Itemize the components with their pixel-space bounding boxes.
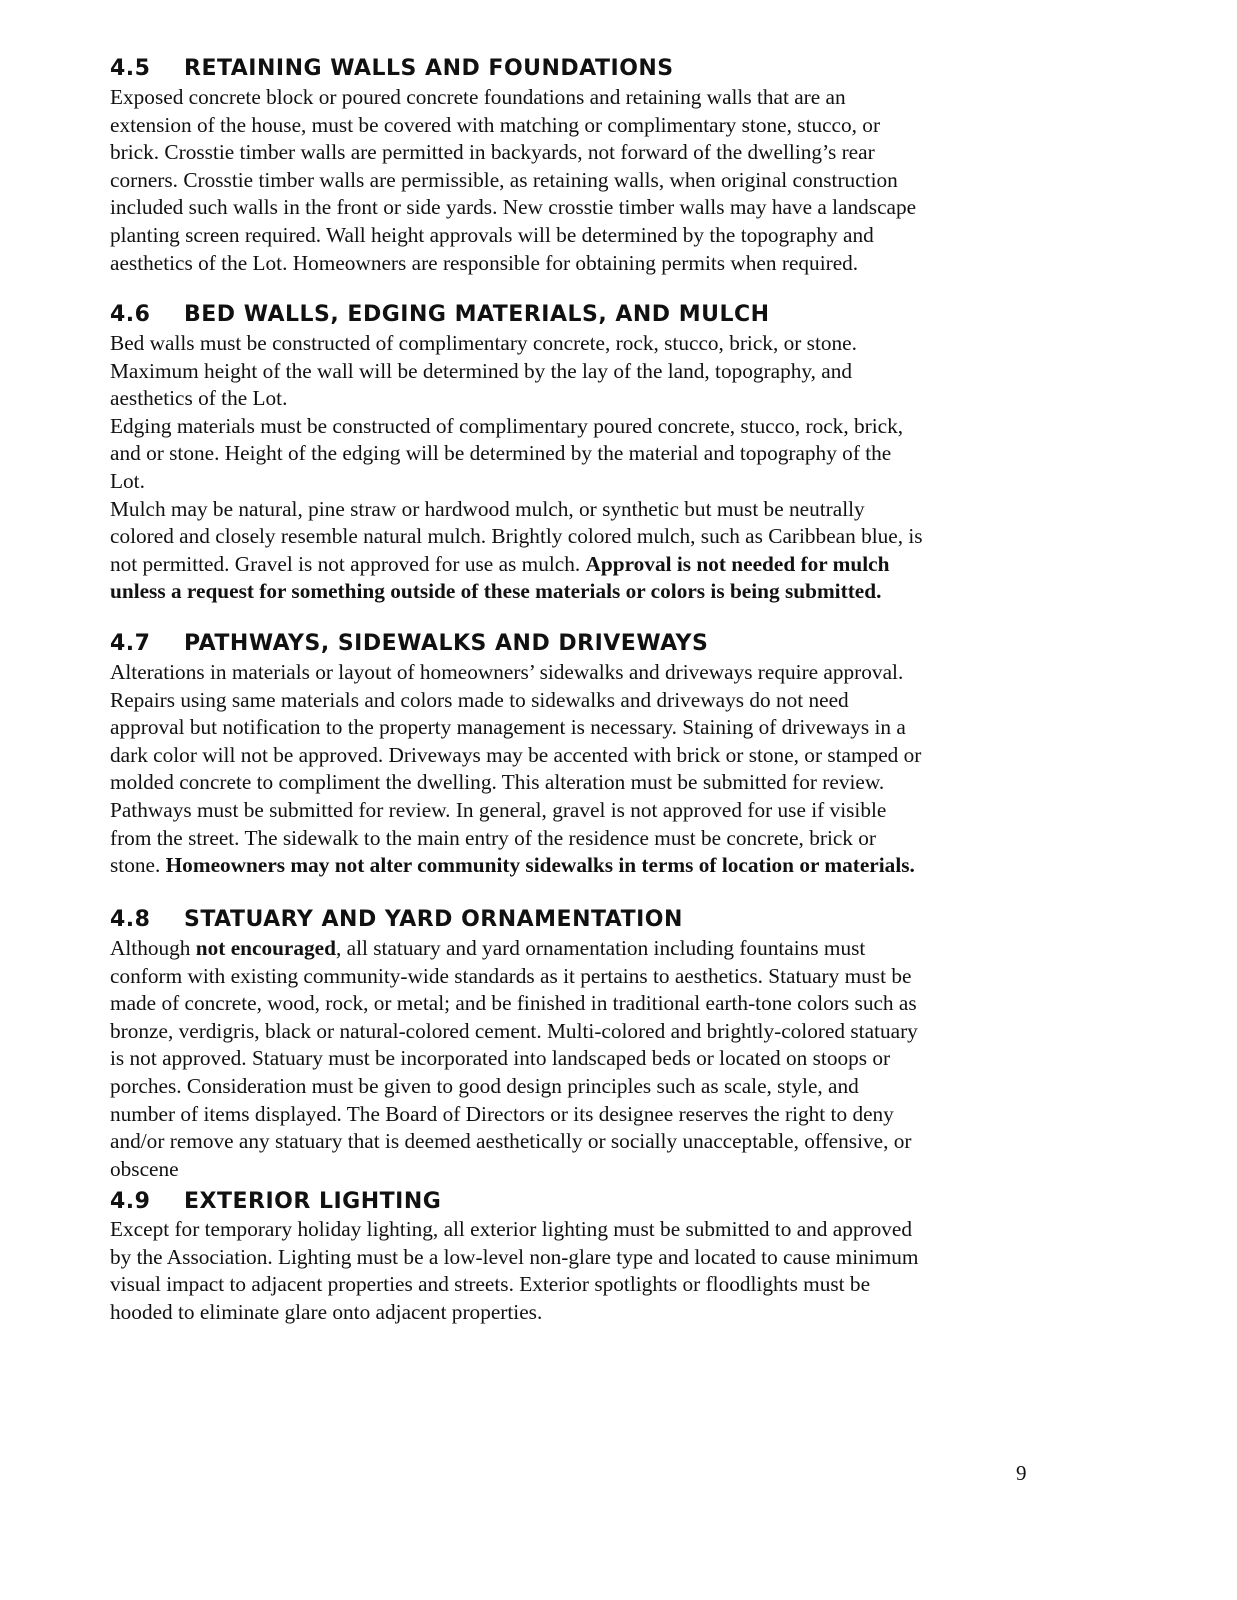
section-heading	[110, 631, 708, 657]
section-number: 4.6	[110, 302, 151, 327]
section-number: 4.5	[110, 56, 151, 81]
bold-line: unless a request for something outside of these materials or colors is being submitted.	[110, 579, 882, 604]
body-text: , all statuary and yard ornamentation including fountains must	[335, 936, 866, 960]
body-line: brick. Crosstie timber walls are permitted in backyards, not forward of the dwelling’s rear	[110, 140, 875, 165]
body-line: Lot.	[110, 468, 145, 493]
section-body	[110, 659, 921, 880]
body-line: bronze, verdigris, black or natural-colored cement. Multi-colored and brightly-colored statuary	[110, 1018, 918, 1043]
body-line: visual impact to adjacent properties and streets. Exterior spotlights or floodlights must be	[110, 1272, 871, 1297]
body-line: made of concrete, wood, rock, or metal; and be finished in traditional earth-tone colors such as	[110, 991, 917, 1016]
bold-text: not encouraged	[195, 936, 336, 960]
section-title: PATHWAYS, SIDEWALKS AND DRIVEWAYS	[184, 631, 709, 656]
body-line: Bed walls must be constructed of complimentary concrete, rock, stucco, brick, or stone.	[110, 331, 857, 355]
body-line: conform with existing community-wide standards as it pertains to aesthetics. Statuary must be	[110, 963, 912, 988]
body-line: aesthetics of the Lot.	[110, 386, 288, 411]
body-line: molded concrete to compliment the dwelling. This alteration must be submitted for review.	[110, 770, 885, 795]
section-body	[110, 330, 923, 606]
section-body	[110, 1216, 919, 1326]
body-line: obscene	[110, 1156, 179, 1181]
body-line: planting screen required. Wall height approvals will be determined by the topography and	[110, 222, 874, 247]
section-heading	[110, 1189, 441, 1215]
body-line: approval but notification to the property management is necessary. Staining of driveways in a	[110, 715, 906, 740]
section-body	[110, 84, 916, 277]
body-line: number of items displayed. The Board of Directors or its designee reserves the right to deny	[110, 1101, 894, 1126]
body-line: porches. Consideration must be given to good design principles such as scale, style, and	[110, 1073, 859, 1098]
body-line: from the street. The sidewalk to the main entry of the residence must be concrete, brick or	[110, 825, 877, 850]
body-line	[110, 935, 918, 963]
body-line: Mulch may be natural, pine straw or hardwood mulch, or synthetic but must be neutrally	[110, 496, 865, 521]
body-line: Exposed concrete block or poured concrete foundations and retaining walls that are an	[110, 85, 846, 109]
body-text: stone.	[110, 853, 166, 878]
body-line: Except for temporary holiday lighting, all exterior lighting must be submitted to and approved	[110, 1217, 913, 1241]
body-text: Although	[110, 936, 196, 960]
body-line: hooded to eliminate glare onto adjacent properties.	[110, 1299, 543, 1324]
body-line: dark color will not be approved. Driveways may be accented with brick or stone, or stamped or	[110, 742, 922, 767]
section-number: 4.8	[110, 907, 151, 932]
page-number: 9	[1016, 1461, 1027, 1485]
body-line: aesthetics of the Lot. Homeowners are responsible for obtaining permits when required.	[110, 250, 859, 275]
body-text: not permitted. Gravel is not approved for use as mulch.	[110, 551, 586, 576]
bold-text: Homeowners may not alter community sidewalks in terms of location or materials.	[165, 853, 915, 878]
section-number: 4.7	[110, 631, 151, 656]
body-line: and or stone. Height of the edging will be determined by the material and topography of the	[110, 441, 892, 466]
body-line: corners. Crosstie timber walls are permissible, as retaining walls, when original construction	[110, 167, 898, 192]
section-title: BED WALLS, EDGING MATERIALS, AND MULCH	[184, 302, 770, 327]
body-line: Edging materials must be constructed of complimentary poured concrete, stucco, rock, brick,	[110, 413, 904, 438]
section-body	[110, 935, 918, 1183]
body-line: included such walls in the front or side yards. New crosstie timber walls may have a landscape	[110, 195, 917, 220]
body-line: extension of the house, must be covered with matching or complimentary stone, stucco, or	[110, 112, 881, 137]
body-line	[110, 551, 923, 579]
section-heading	[110, 907, 683, 933]
section-number: 4.9	[110, 1189, 151, 1214]
section-heading	[110, 302, 770, 328]
body-line: Maximum height of the wall will be determined by the lay of the land, topography, and	[110, 358, 853, 383]
body-line: Pathways must be submitted for review. In general, gravel is not approved for use if visible	[110, 797, 887, 822]
body-line	[110, 852, 921, 880]
section-title: STATUARY AND YARD ORNAMENTATION	[184, 907, 683, 932]
section-title: EXTERIOR LIGHTING	[184, 1189, 442, 1214]
body-line: Repairs using same materials and colors made to sidewalks and driveways do not need	[110, 687, 849, 712]
body-line: and/or remove any statuary that is deemed aesthetically or socially unacceptable, offensive, or	[110, 1129, 912, 1154]
section-title: RETAINING WALLS AND FOUNDATIONS	[184, 56, 674, 81]
body-line: Alterations in materials or layout of homeowners’ sidewalks and driveways require approval.	[110, 660, 904, 684]
body-line: colored and closely resemble natural mulch. Brightly colored mulch, such as Caribbean blue, is	[110, 524, 923, 549]
section-heading	[110, 56, 674, 82]
body-line: is not approved. Statuary must be incorporated into landscaped beds or located on stoops or	[110, 1046, 891, 1071]
body-line: by the Association. Lighting must be a low-level non-glare type and located to cause minimum	[110, 1244, 919, 1269]
bold-text: Approval is not needed for mulch	[585, 551, 890, 576]
